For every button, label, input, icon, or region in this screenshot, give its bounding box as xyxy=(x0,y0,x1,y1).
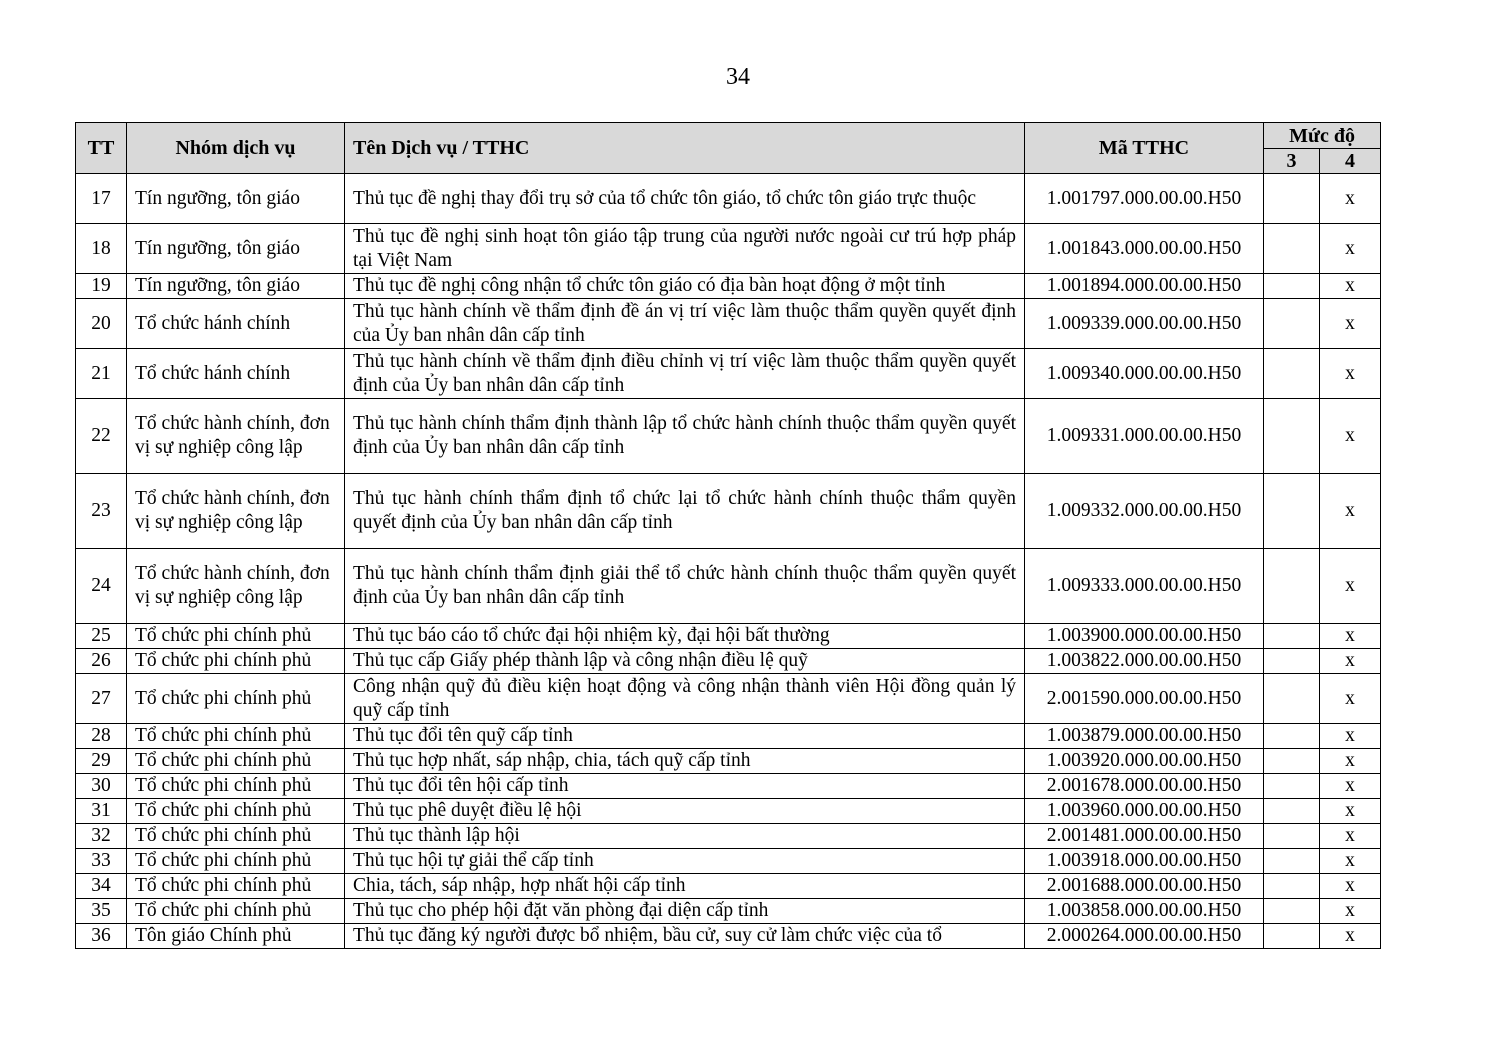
row-level-4: x xyxy=(1320,824,1381,849)
table-row xyxy=(76,349,1381,399)
table-row xyxy=(76,649,1381,674)
row-level-4: x xyxy=(1320,399,1381,474)
row-name: Thủ tục đổi tên quỹ cấp tỉnh xyxy=(345,724,1025,749)
row-code: 1.009340.000.00.00.H50 xyxy=(1025,349,1264,399)
table-row xyxy=(76,724,1381,749)
row-group: Tổ chức phi chính phủ xyxy=(127,624,345,649)
table-row xyxy=(76,299,1381,349)
row-level-4: x xyxy=(1320,174,1381,224)
table-row xyxy=(76,874,1381,899)
table-row xyxy=(76,799,1381,824)
row-level-3 xyxy=(1264,774,1320,799)
table-row xyxy=(76,474,1381,549)
row-level-4: x xyxy=(1320,674,1381,724)
row-level-3 xyxy=(1264,749,1320,774)
row-name: Thủ tục phê duyệt điều lệ hội xyxy=(345,799,1025,824)
row-group: Tổ chức phi chính phủ xyxy=(127,724,345,749)
row-tt: 29 xyxy=(76,749,127,774)
row-name: Thủ tục hành chính thẩm định thành lập tổ chức hành chính thuộc thẩm quyền quyết định của Ủy ban nhân dân cấp tỉnh xyxy=(345,399,1025,474)
row-level-4: x xyxy=(1320,724,1381,749)
table-row xyxy=(76,674,1381,724)
row-level-3 xyxy=(1264,299,1320,349)
row-tt: 21 xyxy=(76,349,127,399)
row-tt: 32 xyxy=(76,824,127,849)
row-level-3 xyxy=(1264,924,1320,949)
row-level-3 xyxy=(1264,174,1320,224)
table-row xyxy=(76,624,1381,649)
row-name: Thủ tục đề nghị sinh hoạt tôn giáo tập trung của người nước ngoài cư trú hợp pháp tại Việt Nam xyxy=(345,224,1025,274)
row-code: 2.000264.000.00.00.H50 xyxy=(1025,924,1264,949)
row-tt: 20 xyxy=(76,299,127,349)
row-tt: 24 xyxy=(76,549,127,624)
row-name: Thủ tục báo cáo tổ chức đại hội nhiệm kỳ, đại hội bất thường xyxy=(345,624,1025,649)
row-group: Tín ngưỡng, tôn giáo xyxy=(127,274,345,299)
row-level-3 xyxy=(1264,399,1320,474)
row-level-4: x xyxy=(1320,774,1381,799)
header-level: Mức độ xyxy=(1264,123,1381,149)
row-name: Thủ tục đổi tên hội cấp tỉnh xyxy=(345,774,1025,799)
row-group: Tổ chức phi chính phủ xyxy=(127,824,345,849)
row-code: 1.003960.000.00.00.H50 xyxy=(1025,799,1264,824)
row-code: 2.001678.000.00.00.H50 xyxy=(1025,774,1264,799)
row-tt: 35 xyxy=(76,899,127,924)
row-level-3 xyxy=(1264,899,1320,924)
row-group: Tổ chức phi chính phủ xyxy=(127,799,345,824)
table-row xyxy=(76,549,1381,624)
row-group: Tổ chức hành chính, đơn vị sự nghiệp công lập xyxy=(127,399,345,474)
row-tt: 18 xyxy=(76,224,127,274)
row-name: Thủ tục hành chính về thẩm định điều chỉnh vị trí việc làm thuộc thẩm quyền quyết định của Ủy ban nhân dân cấp tỉnh xyxy=(345,349,1025,399)
row-tt: 31 xyxy=(76,799,127,824)
row-tt: 22 xyxy=(76,399,127,474)
row-code: 1.009339.000.00.00.H50 xyxy=(1025,299,1264,349)
row-code: 2.001688.000.00.00.H50 xyxy=(1025,874,1264,899)
row-code: 1.003822.000.00.00.H50 xyxy=(1025,649,1264,674)
row-level-4: x xyxy=(1320,924,1381,949)
row-level-4: x xyxy=(1320,849,1381,874)
table-row xyxy=(76,174,1381,224)
row-code: 1.003918.000.00.00.H50 xyxy=(1025,849,1264,874)
row-group: Tổ chức phi chính phủ xyxy=(127,899,345,924)
row-code: 1.001894.000.00.00.H50 xyxy=(1025,274,1264,299)
row-code: 1.003879.000.00.00.H50 xyxy=(1025,724,1264,749)
row-name: Thủ tục hành chính về thẩm định đề án vị trí việc làm thuộc thẩm quyền quyết định của Ủy ban nhân dân cấp tỉnh xyxy=(345,299,1025,349)
row-group: Tổ chức phi chính phủ xyxy=(127,674,345,724)
row-tt: 25 xyxy=(76,624,127,649)
row-group: Tổ chức phi chính phủ xyxy=(127,749,345,774)
row-level-4: x xyxy=(1320,299,1381,349)
row-group: Tổ chức phi chính phủ xyxy=(127,649,345,674)
row-code: 1.009333.000.00.00.H50 xyxy=(1025,549,1264,624)
row-tt: 34 xyxy=(76,874,127,899)
row-tt: 28 xyxy=(76,724,127,749)
row-name: Thủ tục hành chính thẩm định giải thể tổ chức hành chính thuộc thẩm quyền quyết định của Ủy ban nhân dân cấp tỉnh xyxy=(345,549,1025,624)
row-group: Tổ chức phi chính phủ xyxy=(127,874,345,899)
row-name: Thủ tục thành lập hội xyxy=(345,824,1025,849)
row-level-4: x xyxy=(1320,749,1381,774)
row-name: Thủ tục đăng ký người được bổ nhiệm, bầu cử, suy cử làm chức việc của tổ xyxy=(345,924,1025,949)
row-code: 1.009331.000.00.00.H50 xyxy=(1025,399,1264,474)
row-level-4: x xyxy=(1320,649,1381,674)
row-name: Thủ tục hội tự giải thể cấp tỉnh xyxy=(345,849,1025,874)
row-group: Tổ chức hành chính, đơn vị sự nghiệp công lập xyxy=(127,549,345,624)
header-level-3: 3 xyxy=(1264,149,1320,174)
row-level-3 xyxy=(1264,849,1320,874)
row-group: Tôn giáo Chính phủ xyxy=(127,924,345,949)
row-code: 1.003900.000.00.00.H50 xyxy=(1025,624,1264,649)
row-name: Thủ tục hành chính thẩm định tổ chức lại tổ chức hành chính thuộc thẩm quyền quyết định của Ủy ban nhân dân cấp tỉnh xyxy=(345,474,1025,549)
row-level-3 xyxy=(1264,649,1320,674)
table-row xyxy=(76,849,1381,874)
row-level-3 xyxy=(1264,624,1320,649)
table-row xyxy=(76,899,1381,924)
table-row xyxy=(76,924,1381,949)
row-tt: 26 xyxy=(76,649,127,674)
table-row xyxy=(76,774,1381,799)
row-level-3 xyxy=(1264,874,1320,899)
row-level-4: x xyxy=(1320,274,1381,299)
row-tt: 23 xyxy=(76,474,127,549)
row-level-3 xyxy=(1264,549,1320,624)
header-tt: TT xyxy=(76,123,127,174)
row-name: Thủ tục đề nghị thay đổi trụ sở của tổ chức tôn giáo, tổ chức tôn giáo trực thuộc xyxy=(345,174,1025,224)
row-code: 1.003920.000.00.00.H50 xyxy=(1025,749,1264,774)
row-name: Thủ tục hợp nhất, sáp nhập, chia, tách quỹ cấp tỉnh xyxy=(345,749,1025,774)
row-group: Tín ngưỡng, tôn giáo xyxy=(127,224,345,274)
row-code: 1.001797.000.00.00.H50 xyxy=(1025,174,1264,224)
header-name: Tên Dịch vụ / TTHC xyxy=(345,123,1025,174)
row-level-4: x xyxy=(1320,874,1381,899)
row-tt: 33 xyxy=(76,849,127,874)
row-name: Thủ tục đề nghị công nhận tổ chức tôn giáo có địa bàn hoạt động ở một tỉnh xyxy=(345,274,1025,299)
row-level-4: x xyxy=(1320,549,1381,624)
row-level-3 xyxy=(1264,824,1320,849)
row-level-3 xyxy=(1264,224,1320,274)
row-level-3 xyxy=(1264,474,1320,549)
row-code: 2.001590.000.00.00.H50 xyxy=(1025,674,1264,724)
row-code: 1.009332.000.00.00.H50 xyxy=(1025,474,1264,549)
row-code: 1.001843.000.00.00.H50 xyxy=(1025,224,1264,274)
row-group: Tổ chức phi chính phủ xyxy=(127,849,345,874)
row-level-4: x xyxy=(1320,624,1381,649)
table-header xyxy=(76,123,1381,174)
row-level-3 xyxy=(1264,724,1320,749)
table-row xyxy=(76,749,1381,774)
row-level-4: x xyxy=(1320,349,1381,399)
row-name: Thủ tục cấp Giấy phép thành lập và công nhận điều lệ quỹ xyxy=(345,649,1025,674)
row-name: Công nhận quỹ đủ điều kiện hoạt động và công nhận thành viên Hội đồng quản lý quỹ cấp tỉnh xyxy=(345,674,1025,724)
row-tt: 27 xyxy=(76,674,127,724)
row-group: Tổ chức hánh chính xyxy=(127,349,345,399)
row-code: 1.003858.000.00.00.H50 xyxy=(1025,899,1264,924)
page-number: 34 xyxy=(726,64,750,90)
header-level-4: 4 xyxy=(1320,149,1381,174)
header-group: Nhóm dịch vụ xyxy=(127,123,345,174)
row-group: Tổ chức hành chính, đơn vị sự nghiệp công lập xyxy=(127,474,345,549)
table-row xyxy=(76,824,1381,849)
row-level-4: x xyxy=(1320,224,1381,274)
row-tt: 19 xyxy=(76,274,127,299)
row-level-3 xyxy=(1264,674,1320,724)
row-name: Thủ tục cho phép hội đặt văn phòng đại diện cấp tỉnh xyxy=(345,899,1025,924)
row-tt: 17 xyxy=(76,174,127,224)
procedures-table xyxy=(75,122,1381,949)
row-tt: 30 xyxy=(76,774,127,799)
table-body xyxy=(76,174,1381,949)
row-level-3 xyxy=(1264,274,1320,299)
row-level-4: x xyxy=(1320,474,1381,549)
table-row xyxy=(76,224,1381,274)
row-group: Tổ chức hánh chính xyxy=(127,299,345,349)
row-level-4: x xyxy=(1320,899,1381,924)
row-level-4: x xyxy=(1320,799,1381,824)
table-row xyxy=(76,399,1381,474)
row-code: 2.001481.000.00.00.H50 xyxy=(1025,824,1264,849)
row-group: Tín ngưỡng, tôn giáo xyxy=(127,174,345,224)
row-tt: 36 xyxy=(76,924,127,949)
row-level-3 xyxy=(1264,349,1320,399)
row-level-3 xyxy=(1264,799,1320,824)
table-row xyxy=(76,274,1381,299)
row-name: Chia, tách, sáp nhập, hợp nhất hội cấp tỉnh xyxy=(345,874,1025,899)
header-code: Mã TTHC xyxy=(1025,123,1264,174)
row-group: Tổ chức phi chính phủ xyxy=(127,774,345,799)
